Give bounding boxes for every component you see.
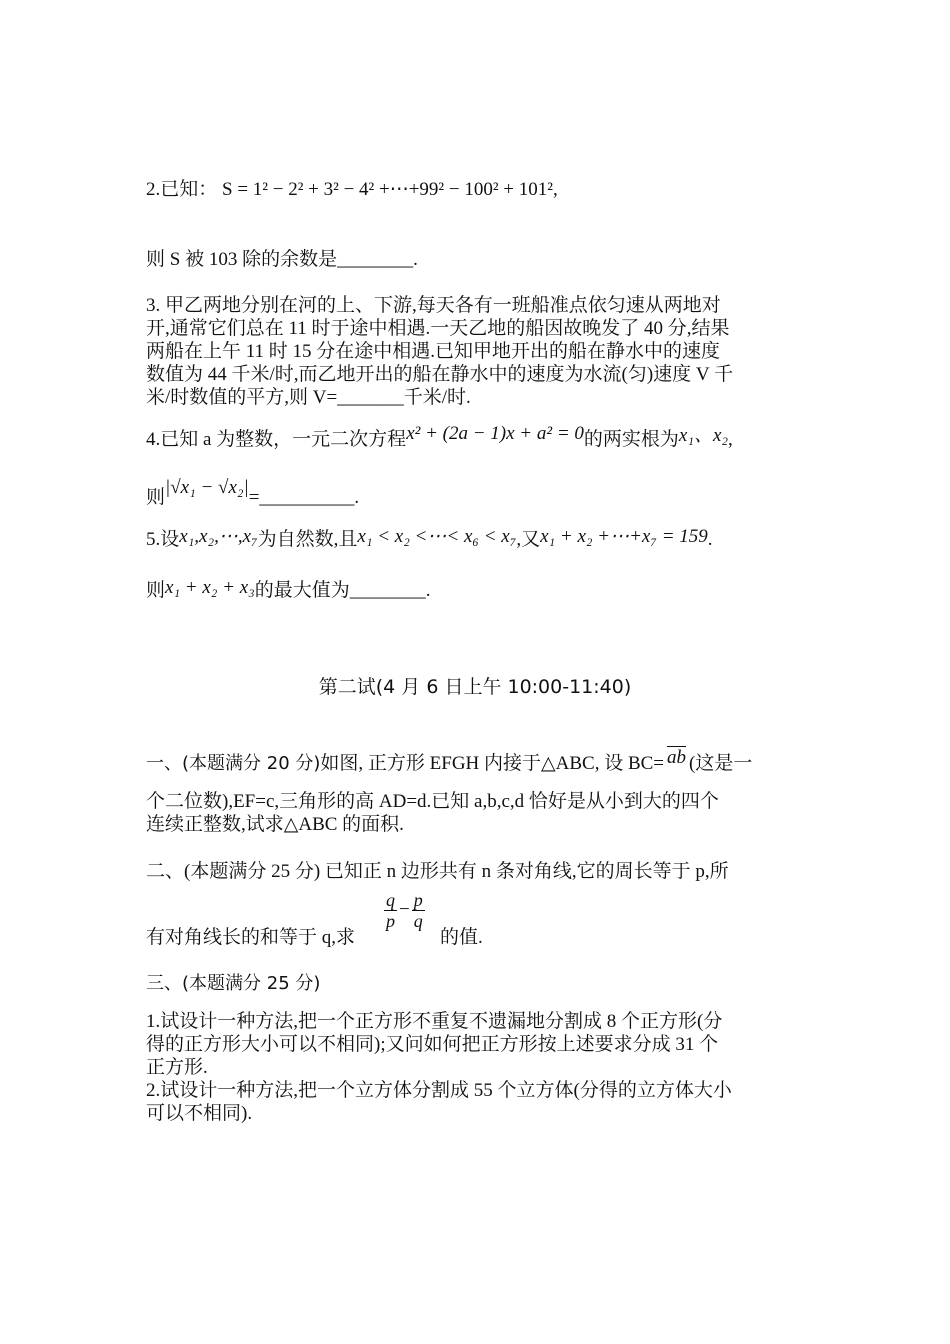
q3-line: 数值为 44 千米/时,而乙地开出的船在静水中的速度为水流(匀)速度 V 千 [146,364,734,385]
p3-line: 正方形. [146,1057,208,1078]
p3-line: 可以不相同). [146,1103,253,1124]
q2-formula-end: , [552,179,558,200]
q4-equation: x² + (2a − 1)x + a² = 0 [406,423,584,444]
q2-formula: S = 1² − 2² + 3² − 4² +⋯+99² − 100² + 101² [222,179,553,200]
p1-line3: 连续正整数,试求△ABC 的面积. [146,814,404,835]
q4-middle: 的两实根为 [583,429,679,450]
q5-line2 [146,579,816,602]
problem-1 [146,747,816,775]
p2-f2-num: p [413,890,423,910]
p1-line2: 个二位数),EF=c,三角形的高 AD=d.已知 a,b,c,d 恰好是从小到大的四个 [146,791,719,812]
q4-prefix: 4.已知 a 为整数，一元二次方程 [146,429,407,450]
p1-head: 一、(本题满分 20 分) [146,753,321,774]
q5-end: . [707,529,713,550]
question-2 [146,178,816,201]
problem-3-head [146,972,816,995]
p1-text2: (这是一 [689,753,753,774]
q3-line: 两船在上午 11 时 15 分在途中相遇.已知甲地开出的船在静水中的速度 [146,341,721,362]
q5-mid2: ,又 [516,529,541,550]
p2-line2-suffix: 的值. [440,927,483,948]
problem-2 [146,860,816,883]
p1-ab: $\overline{ab}$ [667,747,687,768]
q4-line2-suffix: =__________. [248,487,360,508]
q4-line2-prefix: 则 [146,487,166,508]
q3-line: 米/时数值的平方,则 V=_______千米/时. [146,387,471,408]
q5-sum: x₁ + x₂ +⋯+x₇ = 159 [540,526,708,547]
p3-head: 三、(本题满分 25 分) [146,973,321,994]
section-title: 第二试(4 月 6 日上午 10:00-11:40) [318,676,632,698]
q2-prefix: 2.已知： [146,179,218,200]
q5-expr: x₁ + x₂ + x₃ [165,577,255,598]
q5-prefix: 5.设 [146,529,180,550]
p3-line: 1.试设计一种方法,把一个正方形不重复不遗漏地分割成 8 个正方形(分 [146,1011,723,1032]
q5-inequality: x₁ < x₂ <⋯< x₆ < x₇ [357,526,517,547]
question-3 [146,294,816,409]
q4-roots: x₁、x₂ [678,425,728,446]
p2-fraction-q-over-p [384,890,397,931]
p2-f2-den: q [413,911,423,931]
p2-minus: − [399,898,410,920]
q4-abs-expr: |√x₁ − √x₂| [165,477,249,498]
p3-line: 2.试设计一种方法,把一个立方体分割成 55 个立方体(分得的立方体大小 [146,1080,732,1101]
p2-line1: 二、(本题满分 25 分) 已知正 n 边形共有 n 条对角线,它的周长等于 p,所 [146,861,729,882]
question-4 [146,423,816,451]
q5-line2-prefix: 则 [146,580,166,601]
p2-expression [382,890,427,931]
problem-3 [146,1010,816,1125]
p2-f1-num: q [386,890,395,910]
p1-text1: 如图, 正方形 EFGH 内接于△ABC, 设 BC= [320,753,665,774]
question-5 [146,528,816,551]
q2-line2: 则 S 被 103 除的余数是________. [146,249,418,270]
q5-vars: x₁,x₂,⋯,x₇ [179,526,258,547]
q5-mid1: 为自然数,且 [257,529,358,550]
q5-line2-suffix: 的最大值为________. [254,580,431,601]
q3-line: 3. 甲乙两地分别在河的上、下游,每天各有一班船准点依匀速从两地对 [146,295,721,316]
p2-line2 [146,890,816,950]
q3-line: 开,通常它们总在 11 时于途中相遇.一天乙地的船因故晚发了 40 分,结果 [146,318,730,339]
q4-end: , [727,429,733,450]
p2-f1-den: p [386,911,395,931]
p1-lines [146,790,816,836]
p2-fraction-p-over-q [412,890,425,931]
p2-line2-prefix: 有对角线长的和等于 q,求 [146,927,356,948]
q4-line2 [146,477,816,509]
p3-line: 得的正方形大小可以不相同);又问如何把正方形按上述要求分成 31 个 [146,1034,719,1055]
